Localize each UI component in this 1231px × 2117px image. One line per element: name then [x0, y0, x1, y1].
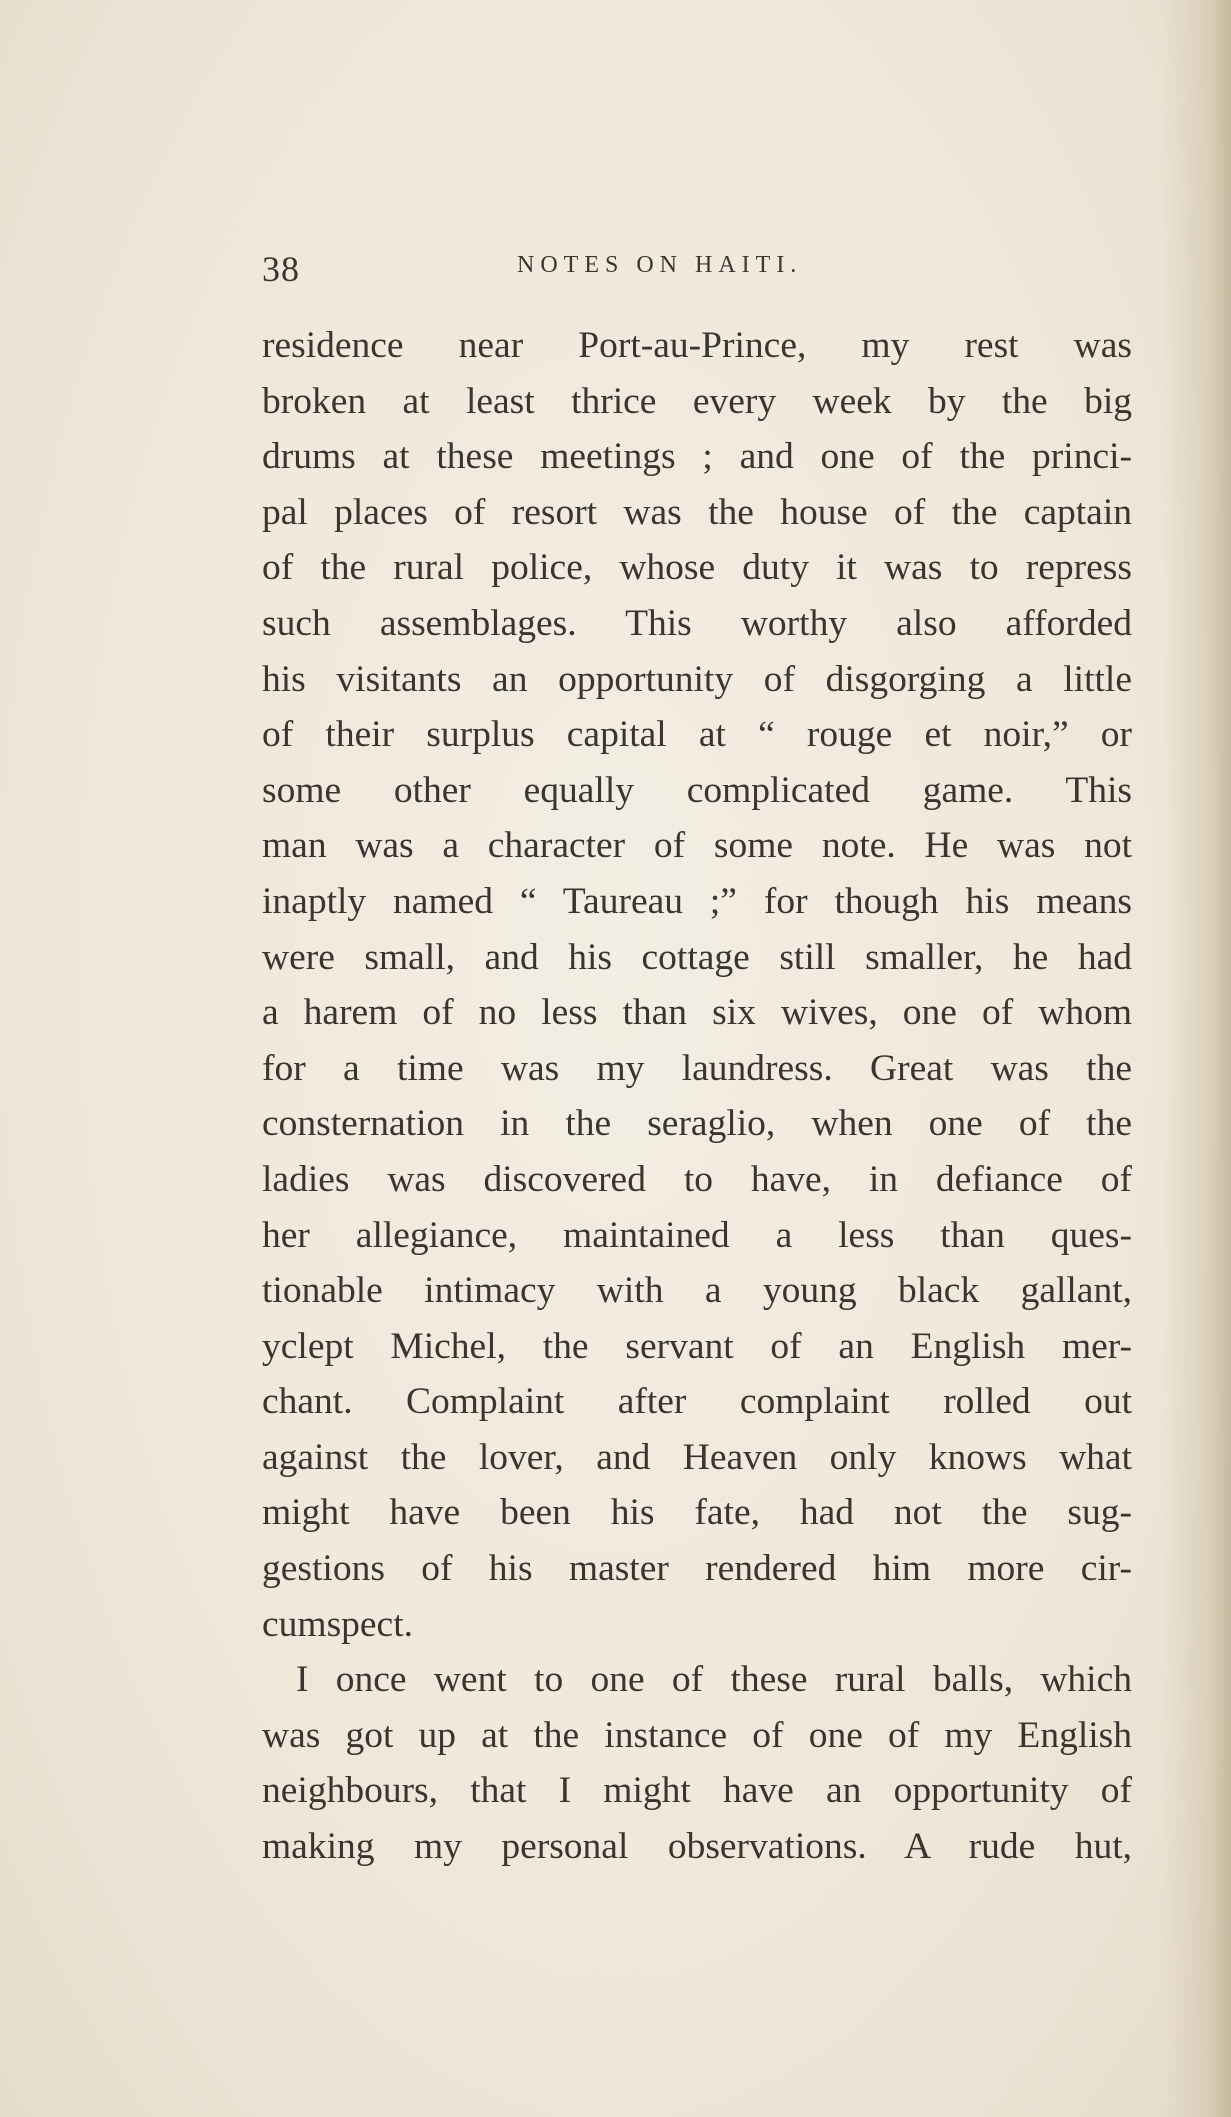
text-line: broken at least thrice every week by the big [262, 380, 1132, 422]
text-line: I once went to one of these rural balls, which [296, 1659, 1132, 1701]
text-line: man was a character of some note. He was not [262, 825, 1132, 867]
text-line: neighbours, that I might have an opportunity of [262, 1770, 1132, 1812]
text-line: might have been his fate, had not the sug- [262, 1492, 1132, 1534]
paragraph-1 [262, 318, 1132, 1652]
text-line: his visitants an opportunity of disgorging a little [262, 658, 1132, 700]
text-line: making my personal observations. A rude hut, [262, 1826, 1132, 1868]
text-line: a harem of no less than six wives, one of whom [262, 992, 1132, 1034]
page-edge-shadow [1161, 0, 1231, 2117]
text-line: her allegiance, maintained a less than ques- [262, 1214, 1132, 1256]
text-line: of their surplus capital at “ rouge et noir,” or [262, 714, 1132, 756]
text-line: for a time was my laundress. Great was the [262, 1047, 1132, 1089]
text-line: was got up at the instance of one of my English [262, 1714, 1132, 1756]
text-line: yclept Michel, the servant of an English mer- [262, 1325, 1132, 1367]
paragraph-2 [262, 1652, 1132, 1874]
text-line: of the rural police, whose duty it was to repress [262, 547, 1132, 589]
text-line: were small, and his cottage still smaller, he had [262, 936, 1132, 978]
text-line: tionable intimacy with a young black gallant, [262, 1270, 1132, 1312]
text-line: consternation in the seraglio, when one of the [262, 1103, 1132, 1145]
text-line: ladies was discovered to have, in defiance of [262, 1158, 1132, 1200]
running-title: NOTES ON HAITI. [517, 252, 803, 278]
text-line: some other equally complicated game. This [262, 769, 1132, 811]
page-number: 38 [262, 249, 300, 289]
text-line: cumspect. [262, 1603, 413, 1645]
text-line: such assemblages. This worthy also afforded [262, 602, 1132, 644]
text-line: against the lover, and Heaven only knows what [262, 1436, 1132, 1478]
text-line: pal places of resort was the house of the captain [262, 491, 1132, 533]
text-line: drums at these meetings ; and one of the princi- [262, 436, 1132, 478]
text-line: residence near Port-au-Prince, my rest was [262, 325, 1132, 366]
body-text [262, 318, 1132, 1875]
page-header [262, 248, 1132, 288]
text-line: inaptly named “ Taureau ;” for though his means [262, 880, 1132, 922]
text-line: gestions of his master rendered him more cir- [262, 1548, 1132, 1590]
text-line: chant. Complaint after complaint rolled out [262, 1381, 1132, 1423]
